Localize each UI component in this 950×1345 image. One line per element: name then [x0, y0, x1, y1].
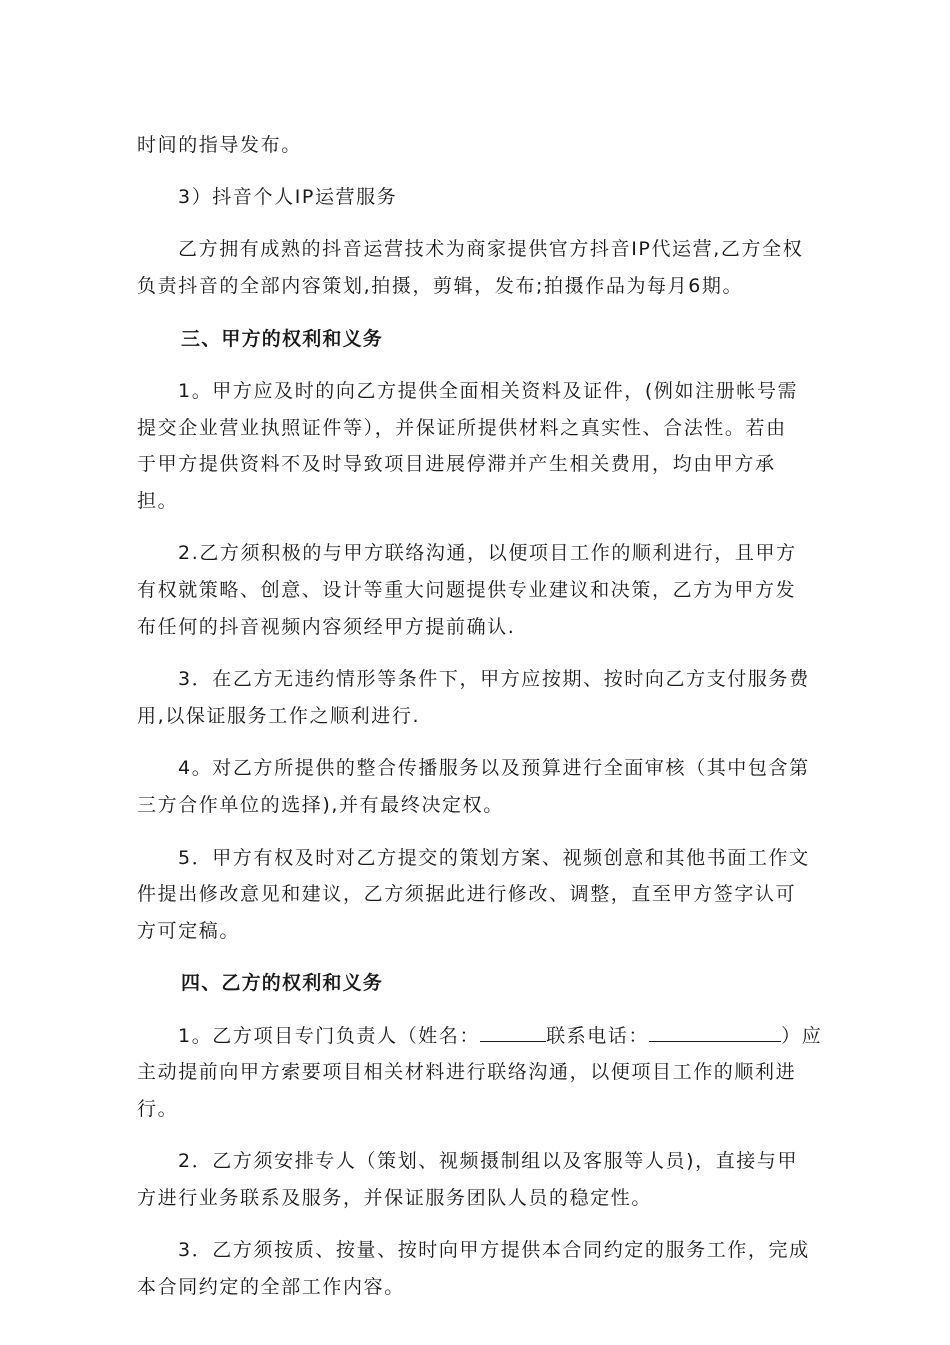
paragraph-line: 本合同约定的全部工作内容。: [137, 1276, 405, 1298]
paragraph-line: 用,以保证服务工作之顺利进行.: [137, 705, 421, 727]
paragraph-line: 3．在乙方无违约情形等条件下，甲方应按期、按时向乙方支付服务费: [178, 668, 810, 690]
paragraph-line: 1。甲方应及时的向乙方提供全面相关资料及证件，(例如注册帐号需: [178, 380, 799, 402]
paragraph-line: 行。: [137, 1098, 179, 1120]
paragraph-line: 有权就策略、创意、设计等重大问题提供专业建议和决策，乙方为甲方发: [137, 579, 797, 601]
paragraph-line: 于甲方提供资料不及时导致项目进展停滞并产生相关费用，均由甲方承: [137, 453, 776, 475]
paragraph-line: 方进行业务联系及服务，并保证服务团队人员的稳定性。: [137, 1187, 653, 1209]
paragraph-line: 主动提前向甲方索要项目相关材料进行联络沟通，以便项目工作的顺利进: [137, 1061, 797, 1083]
subsection-heading: 3）抖音个人IP运营服务: [178, 186, 398, 208]
paragraph-line: 方可定稿。: [137, 920, 241, 942]
contact-label-phone: 联系电话：: [546, 1025, 650, 1047]
paragraph-line: 时间的指导发布。: [137, 134, 302, 156]
paragraph-line: 5．甲方有权及时对乙方提交的策划方案、视频创意和其他书面工作文: [178, 847, 810, 869]
contact-label-name: 1。乙方项目专门负责人（姓名：: [178, 1025, 481, 1047]
paragraph-line: 提交企业营业执照证件等），并保证所提供材料之真实性、合法性。若由: [137, 417, 787, 439]
paragraph-line: 4。对乙方所提供的整合传播服务以及预算进行全面审核（其中包含第: [178, 757, 810, 779]
paragraph-line: 3．乙方须按质、按量、按时向甲方提供本合同约定的服务工作，完成: [178, 1239, 810, 1261]
paragraph-line: 负责抖音的全部内容策划,拍摄，剪辑，发布;拍摄作品为每月6期。: [137, 275, 744, 297]
phone-blank-field: [649, 1023, 781, 1042]
paragraph-line: 布任何的抖音视频内容须经甲方提前确认.: [137, 616, 516, 638]
paragraph-line: 2．乙方须安排专人（策划、视频摄制组以及客服等人员)，直接与甲: [178, 1150, 799, 1172]
paragraph-line: 三方合作单位的选择),并有最终决定权。: [137, 794, 504, 816]
contact-label-end: ）应: [781, 1025, 823, 1047]
section-heading: 四、乙方的权利和义务: [181, 972, 384, 994]
name-blank-field: [480, 1023, 546, 1042]
paragraph-line: 乙方拥有成熟的抖音运营技术为商家提供官方抖音IP代运营,乙方全权: [178, 238, 804, 260]
paragraph-line: 2.乙方须积极的与甲方联络沟通，以便项目工作的顺利进行，且甲方: [178, 542, 797, 564]
paragraph-line: 担。: [137, 490, 179, 512]
contact-line: [178, 1023, 822, 1048]
paragraph-line: 件提出修改意见和建议，乙方须据此进行修改、调整，直至甲方签字认可: [137, 883, 797, 905]
section-heading: 三、甲方的权利和义务: [181, 328, 384, 350]
